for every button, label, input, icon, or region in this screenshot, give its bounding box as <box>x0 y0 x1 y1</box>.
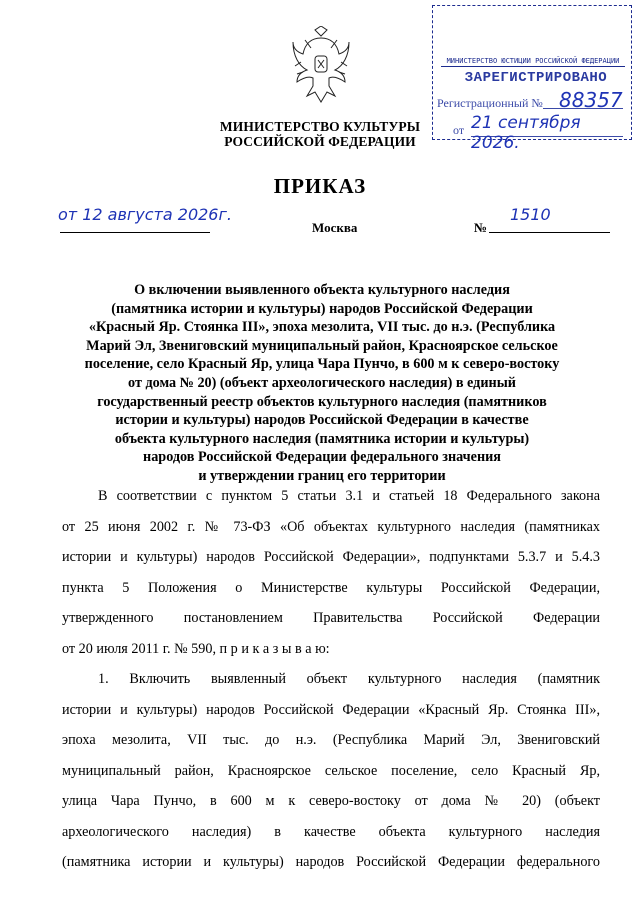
order-date-underline <box>60 232 210 233</box>
body-line: от 25 июня 2002 г. № 73-ФЗ «Об объектах культурного наследия (памятниках <box>62 518 600 535</box>
coat-of-arms-icon <box>291 26 351 104</box>
registration-stamp <box>432 5 632 153</box>
body-line: эпоха мезолита, VII тыс. до н.э. (Республика Марий Эл, Звениговский <box>62 732 600 748</box>
heading-line: и утверждении границ его территории <box>198 467 446 484</box>
body-line: улица Чара Пунчо, в 600 м к северо-востоку от дома № 20) (объект <box>62 793 600 809</box>
heading-line: «Красный Яр. Стоянка III», эпоха мезолита, VII тыс. до н.э. (Республика <box>88 319 556 336</box>
stamp-ministry-label: МИНИСТЕРСТВО ЮСТИЦИИ РОССИЙСКОЙ ФЕДЕРАЦИИ <box>441 57 625 67</box>
order-date: от 12 августа 2026г. <box>58 205 232 224</box>
body-line: (памятника истории и культуры) народов Российской Федерации федерального <box>62 854 600 870</box>
heading-line: государственный реестр объектов культурного наследия (памятников <box>97 393 547 410</box>
heading-line: народов Российской Федерации федерального значения <box>143 449 501 466</box>
heading-line: объекта культурного наследия (памятника истории и культуры) <box>114 430 530 447</box>
order-body <box>62 481 600 878</box>
ministry-name <box>180 119 460 149</box>
stamp-registered-label: ЗАРЕГИСТРИРОВАНО <box>464 70 608 86</box>
order-number-label: № <box>474 220 488 235</box>
order-city: Москва <box>312 220 358 235</box>
order-heading <box>62 281 582 486</box>
body-line: археологического наследия) в качестве объекта культурного наследия <box>62 823 600 840</box>
ministry-line-1: МИНИСТЕРСТВО КУЛЬТУРЫ <box>219 119 421 134</box>
stamp-date: 21 сентября 2026. <box>471 113 581 153</box>
heading-line: (памятника истории и культуры) народов Российской Федерации <box>111 300 533 317</box>
heading-line: поселение, село Красный Яр, улица Чара Пунчо, в 600 м к северо-востоку <box>84 356 560 373</box>
body-line: истории и культуры) народов Российской Федерации «Красный Яр. Стоянка III», <box>62 701 600 718</box>
body-line: от 20 июля 2011 г. № 590, п р и к а з ы в а ю: <box>62 640 330 657</box>
stamp-date-prefix: от <box>453 123 465 137</box>
document-title: ПРИКАЗ <box>273 174 367 198</box>
heading-line: истории и культуры) народов Российской Федерации в качестве <box>115 412 529 429</box>
stamp-reg-number: 88357 <box>559 88 623 112</box>
heading-line: О включении выявленного объекта культурного наследия <box>134 282 510 298</box>
body-line: пункта 5 Положения о Министерстве культуры Российской Федерации, <box>62 579 600 596</box>
body-line: муниципальный район, Красноярское сельское поселение, село Красный Яр, <box>62 762 600 779</box>
order-number-underline <box>489 232 610 233</box>
body-line: истории и культуры) народов Российской Федерации», подпунктами 5.3.7 и 5.4.3 <box>62 549 600 565</box>
stamp-reg-number-label: Регистрационный № <box>437 96 543 110</box>
ministry-line-2: РОССИЙСКОЙ ФЕДЕРАЦИИ <box>224 134 416 149</box>
body-line: 1. Включить выявленный объект культурного наследия (памятник <box>98 671 600 687</box>
heading-line: от дома № 20) (объект археологического наследия) в единый <box>128 374 516 391</box>
heading-line: Марий Эл, Звениговский муниципальный район, Красноярское сельское <box>86 337 558 354</box>
order-number: 1510 <box>510 205 551 224</box>
body-line: утвержденного постановлением Правительства Российской Федерации <box>62 610 600 626</box>
body-line: В соответствии с пунктом 5 статьи 3.1 и статьей 18 Федерального закона <box>98 488 600 504</box>
